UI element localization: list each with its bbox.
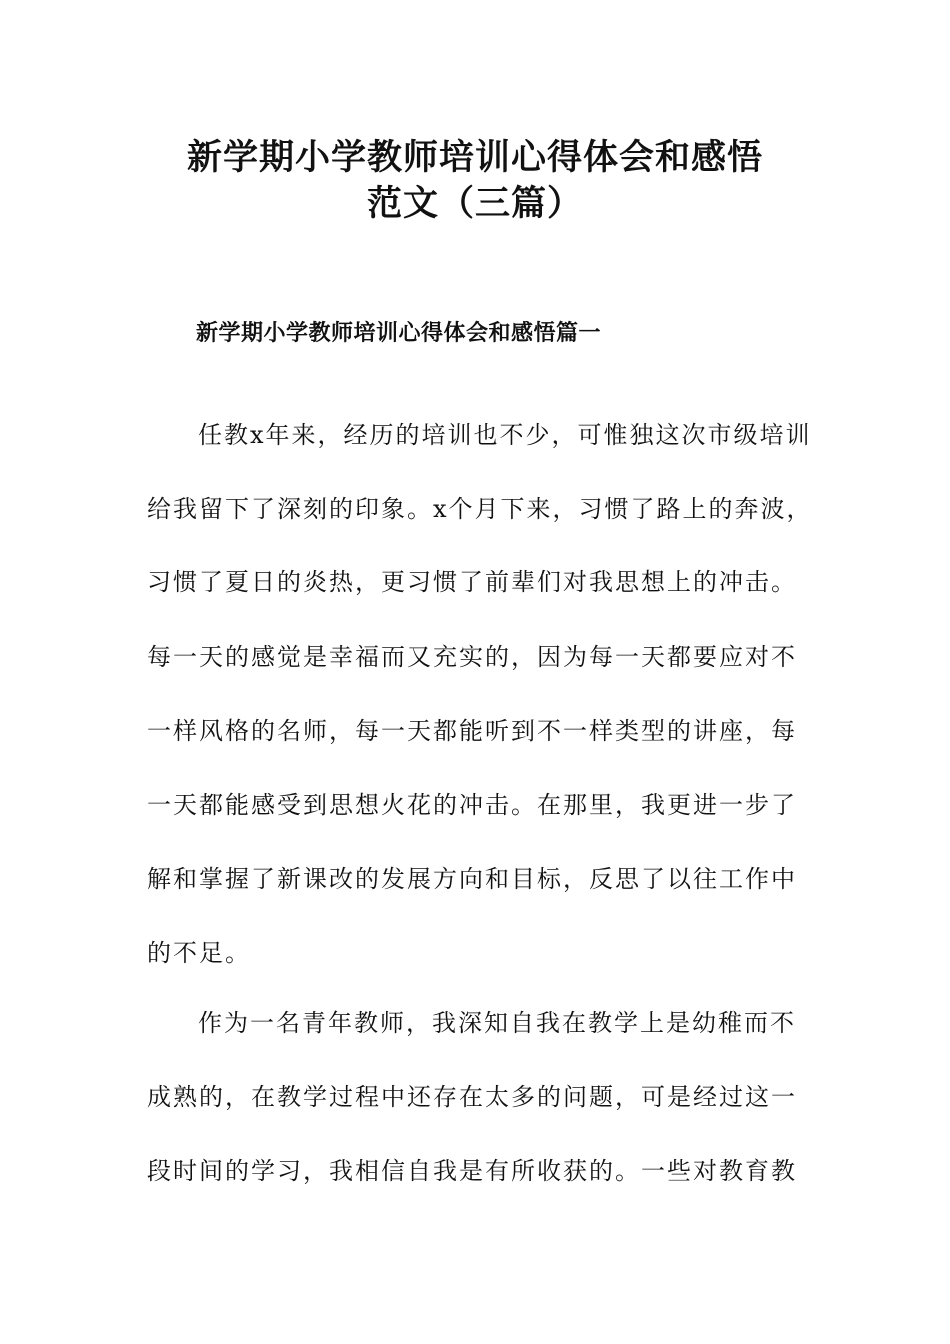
paragraph-line: 给我留下了深刻的印象。x个月下来，习惯了路上的奔波， [147,495,813,523]
paragraph-line: 每一天的感觉是幸福而又充实的，因为每一天都要应对不 [147,643,797,671]
paragraph-line: 一样风格的名师，每一天都能听到不一样类型的讲座，每 [147,717,797,745]
document-title-line-2: 范文（三篇） [366,183,583,224]
paragraph-line: 一天都能感受到思想火花的冲击。在那里，我更进一步了 [147,791,797,819]
paragraph-line: 成熟的，在教学过程中还存在太多的问题，可是经过这一 [147,1083,797,1111]
document-title-line-1: 新学期小学教师培训心得体会和感悟 [186,137,763,178]
section-heading: 新学期小学教师培训心得体会和感悟篇一 [196,320,602,346]
paragraph-line: 作为一名青年教师，我深知自我在教学上是幼稚而不 [198,1009,796,1037]
paragraph-line: 的不足。 [147,939,251,967]
paragraph-line: 习惯了夏日的炎热，更习惯了前辈们对我思想上的冲击。 [147,568,797,596]
paragraph-line: 段时间的学习，我相信自我是有所收获的。一些对教育教 [147,1157,797,1185]
paragraph-line: 任教x年来，经历的培训也不少，可惟独这次市级培训 [198,421,812,449]
paragraph-line: 解和掌握了新课改的发展方向和目标，反思了以往工作中 [147,865,797,893]
